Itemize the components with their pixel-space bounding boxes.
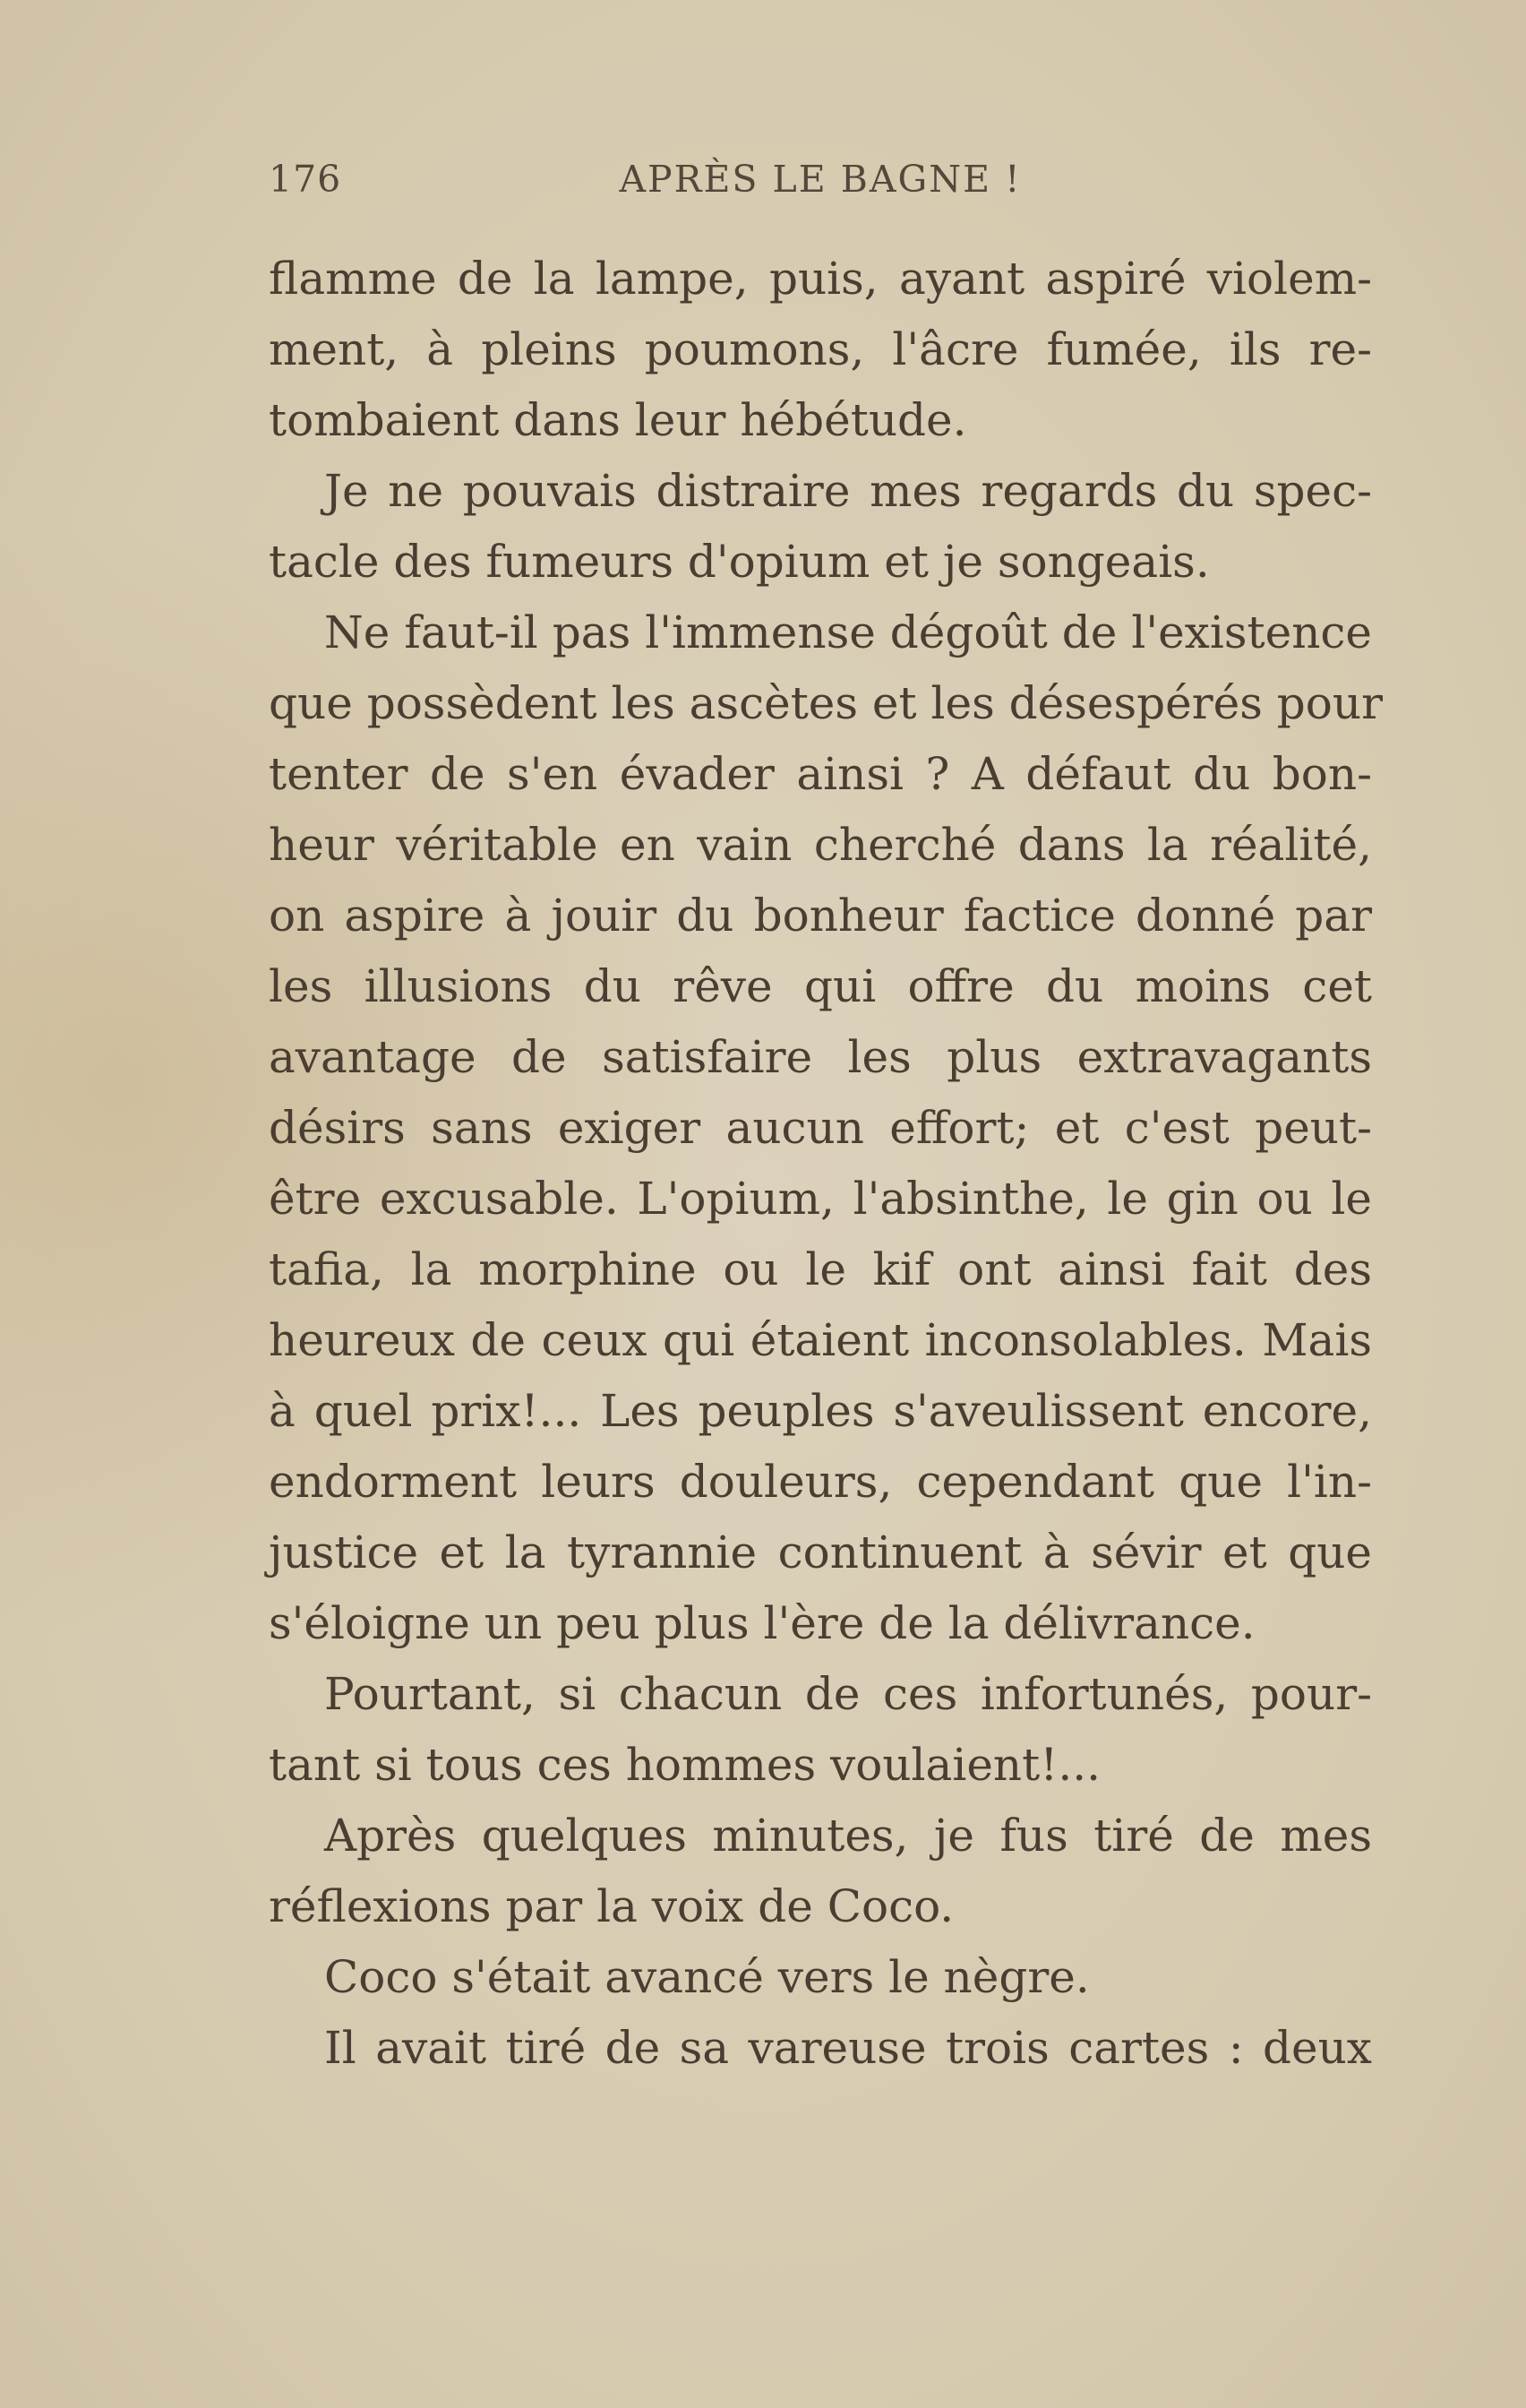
text-line: ment, à pleins poumons, l'âcre fumée, ils re- bbox=[269, 323, 1372, 375]
text-line: s'éloigne un peu plus l'ère de la délivrance. bbox=[269, 1597, 1256, 1649]
text-line: réflexions par la voix de Coco. bbox=[269, 1880, 955, 1932]
text-line: heureux de ceux qui étaient inconsolables. Mais bbox=[269, 1314, 1372, 1366]
text-line: tant si tous ces hommes voulaient!... bbox=[269, 1739, 1102, 1791]
text-line: tenter de s'en évader ainsi ? A défaut du bon- bbox=[269, 748, 1372, 800]
text-line: Après quelques minutes, je fus tiré de mes bbox=[324, 1810, 1372, 1862]
text-line: à quel prix!... Les peuples s'aveulissent encore, bbox=[269, 1385, 1372, 1437]
text-line: Pourtant, si chacun de ces infortunés, pour- bbox=[324, 1668, 1372, 1720]
page-number: 176 bbox=[269, 158, 342, 201]
text-line: Il avait tiré de sa vareuse trois cartes : deux bbox=[324, 2022, 1372, 2074]
page-header bbox=[269, 158, 1372, 211]
text-line: Je ne pouvais distraire mes regards du spec- bbox=[324, 465, 1372, 517]
text-line: que possèdent les ascètes et les désespérés pour bbox=[269, 677, 1383, 729]
text-line: être excusable. L'opium, l'absinthe, le gin ou le bbox=[269, 1173, 1372, 1225]
text-line: justice et la tyrannie continuent à sévir et que bbox=[269, 1526, 1372, 1578]
text-line: tafia, la morphine ou le kif ont ainsi fait des bbox=[269, 1243, 1372, 1295]
text-line: désirs sans exiger aucun effort; et c'est peut- bbox=[269, 1102, 1372, 1154]
body-text bbox=[269, 244, 1383, 2084]
text-line: Coco s'était avancé vers le nègre. bbox=[324, 1951, 1090, 2003]
text-line: tacle des fumeurs d'opium et je songeais. bbox=[269, 536, 1210, 588]
text-line: avantage de satisfaire les plus extravagants bbox=[269, 1031, 1372, 1083]
text-line: on aspire à jouir du bonheur factice donné par bbox=[269, 890, 1372, 942]
text-line: Ne faut-il pas l'immense dégoût de l'existence bbox=[324, 606, 1372, 658]
running-title: APRÈS LE BAGNE ! bbox=[619, 158, 1022, 201]
text-line: endorment leurs douleurs, cependant que l'in- bbox=[269, 1456, 1372, 1508]
text-line: les illusions du rêve qui offre du moins cet bbox=[269, 960, 1372, 1012]
text-line: tombaient dans leur hébétude. bbox=[269, 394, 967, 446]
text-line: heur véritable en vain cherché dans la réalité, bbox=[269, 819, 1372, 871]
text-line: flamme de la lampe, puis, ayant aspiré violem- bbox=[269, 253, 1372, 305]
